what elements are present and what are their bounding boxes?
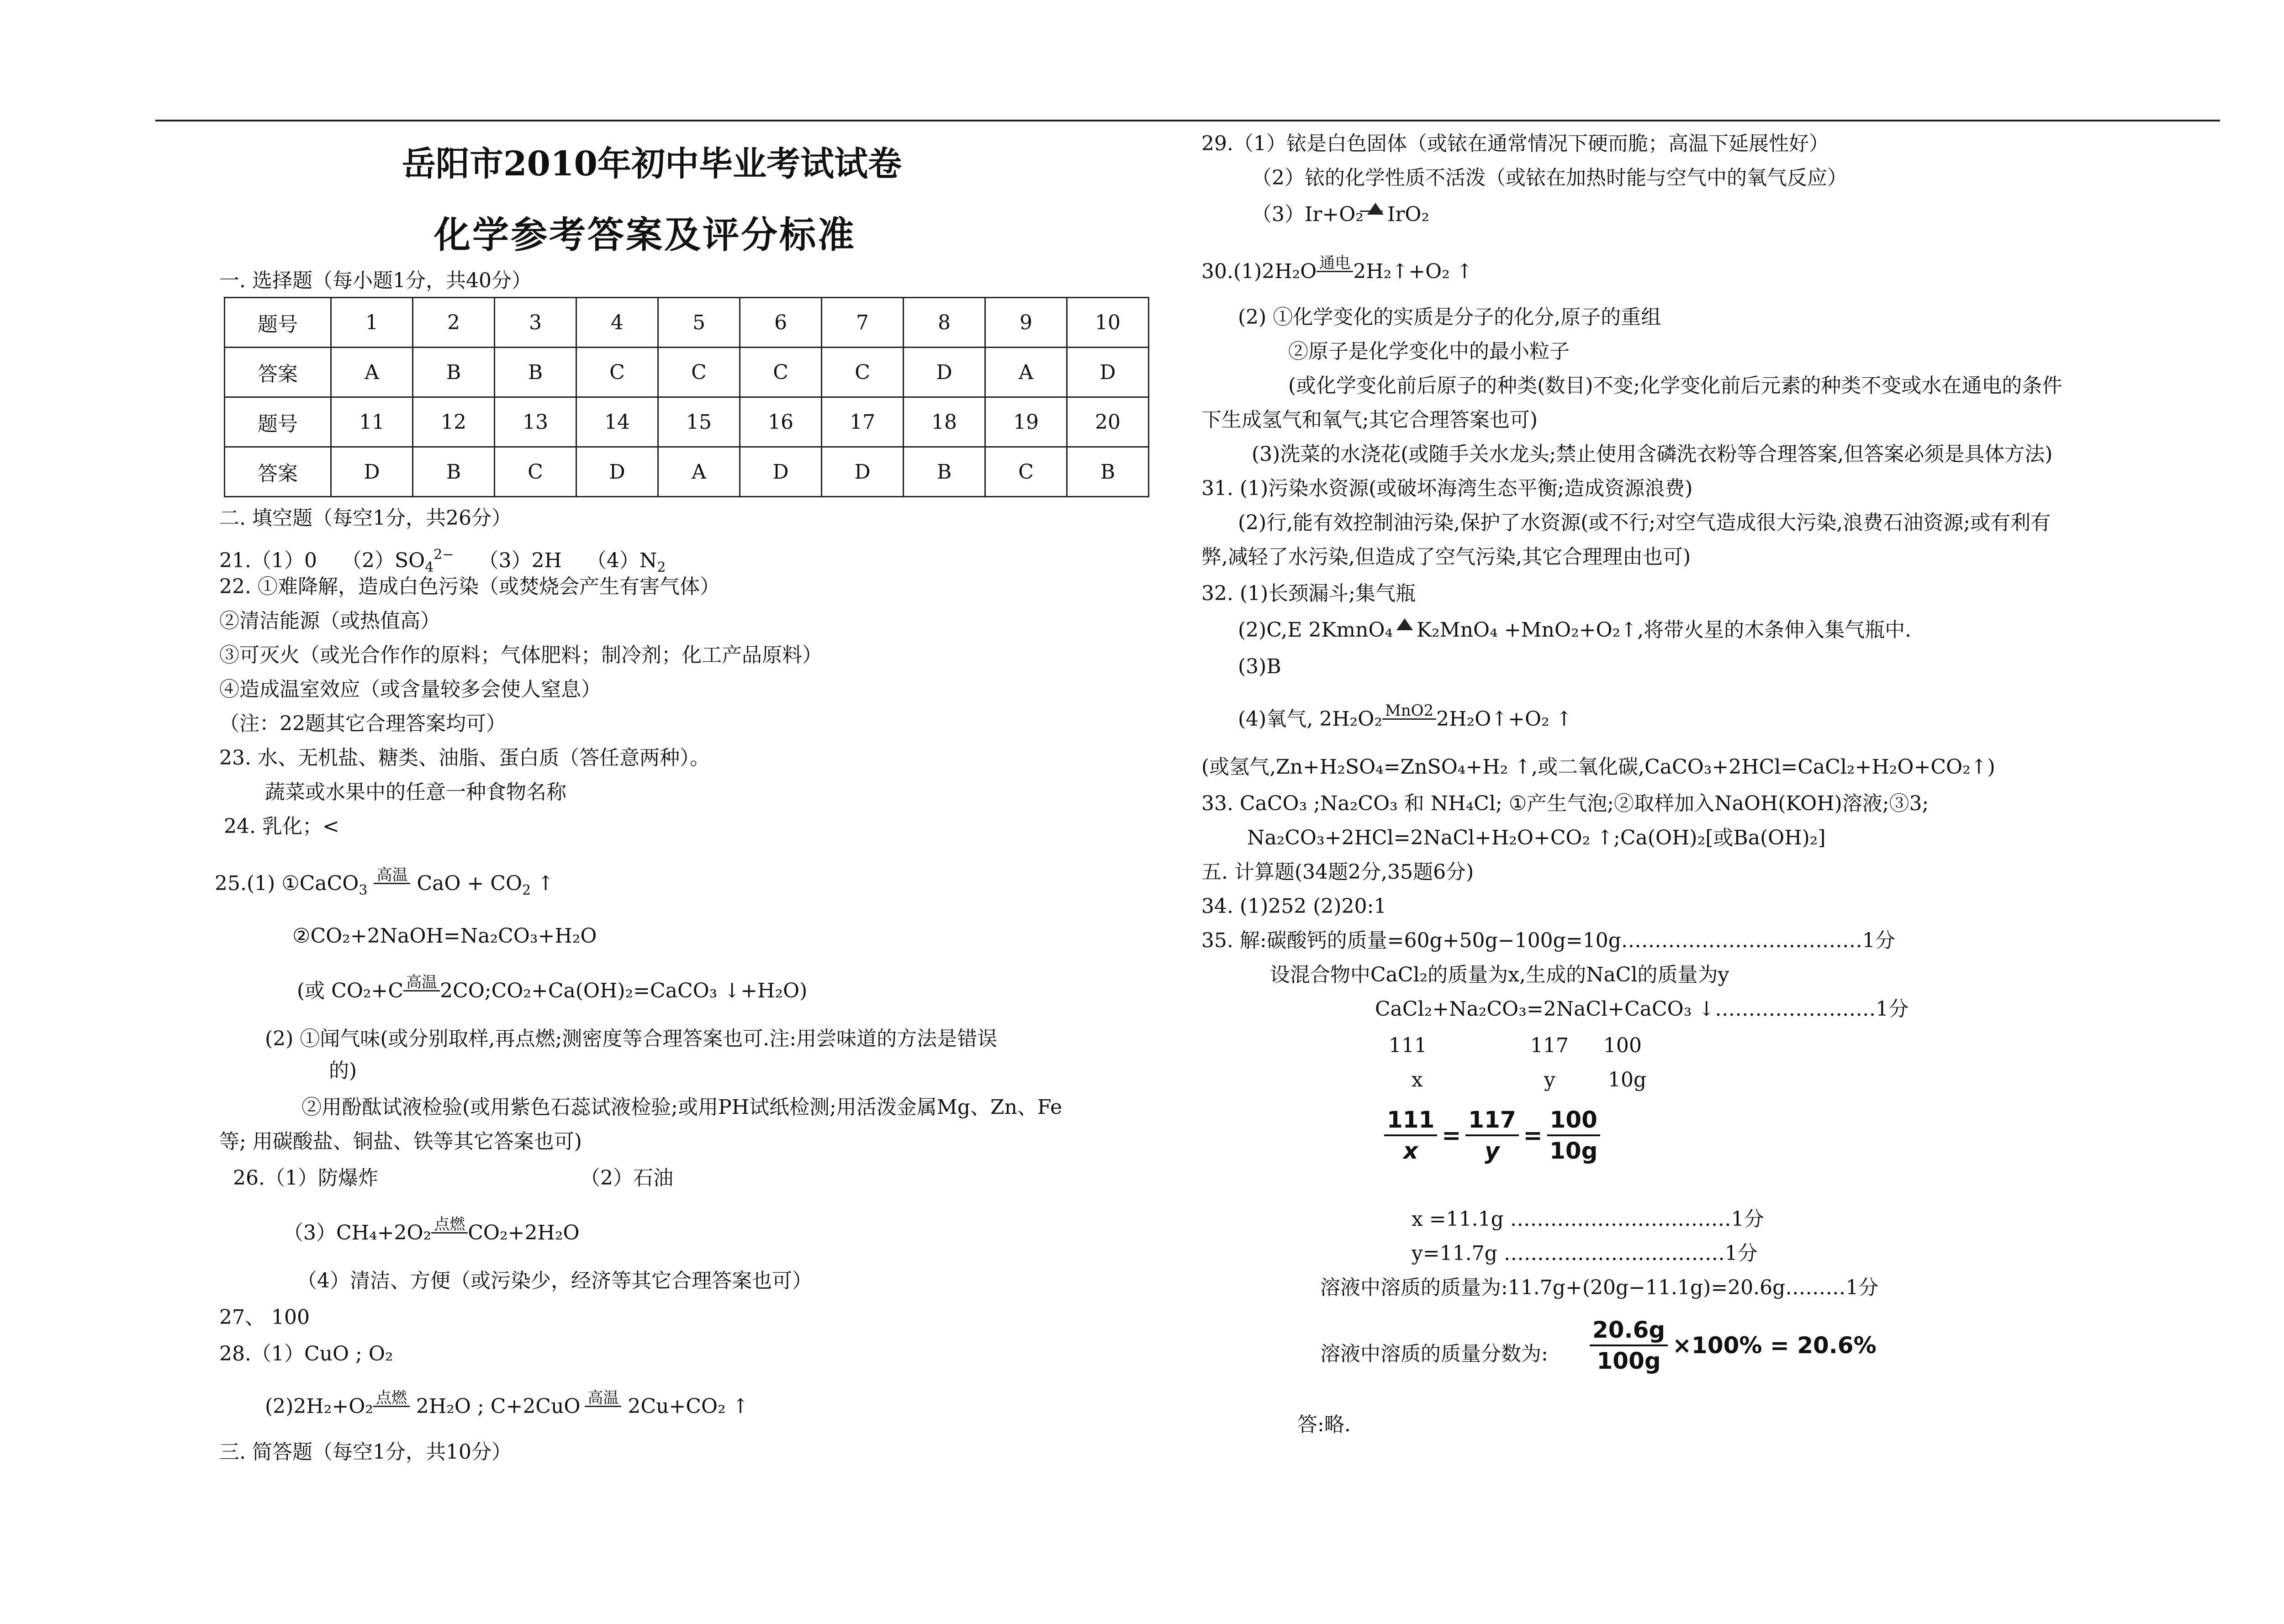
answer-26-c: [283, 1215, 580, 1247]
section-3-heading: 三. 简答题（每空1分，共10分）: [219, 1440, 512, 1464]
molar-mass-111: 111: [1389, 1034, 1427, 1057]
answer-32-c: (3)B: [1238, 655, 1281, 678]
denominator: x: [1403, 1138, 1418, 1164]
table-cell: 答案: [225, 447, 331, 497]
answer-33-line: Na₂CO₃+2HCl=2NaCl+H₂O+CO₂ ↑;Ca(OH)₂[或Ba(OH)₂]: [1247, 826, 1826, 849]
answer-21-a: 21.（1）0: [219, 549, 317, 572]
subscript: 2: [657, 559, 666, 575]
answer-21-d-text: （4）N: [586, 549, 657, 572]
answer-27: 27、 100: [219, 1306, 310, 1329]
formula-part: ↑: [537, 872, 554, 895]
answer-25-line-1: [215, 866, 554, 904]
proportion-equation: [1384, 1105, 1600, 1165]
answer-30-a: [1201, 254, 1473, 285]
var-10g: 10g: [1608, 1068, 1647, 1091]
answer-28-a: 28.（1）CuO ; O₂: [219, 1342, 393, 1366]
table-cell: A: [331, 348, 413, 397]
denominator: 100g: [1597, 1348, 1661, 1374]
numerator: 117: [1465, 1105, 1518, 1136]
table-row: [225, 298, 1149, 348]
section-2-heading: 二. 填空题（每空1分，共26分）: [219, 506, 512, 530]
table-cell: 1: [331, 298, 413, 348]
condition-label: 点燃: [373, 1390, 410, 1407]
answer-35-line-1: 35. 解:碳酸钙的质量=60g+50g−100g=10g………………………………1分: [1201, 929, 1895, 952]
answer-23-line: 蔬菜或水果中的任意一种食物名称: [265, 780, 566, 804]
fraction: [1590, 1315, 1668, 1376]
answer-25-line-2: ②CO₂+2NaOH=Na₂CO₃+H₂O: [292, 924, 597, 948]
answer-35-line-3: CaCl₂+Na₂CO₃=2NaCl+CaCO₃ ↓……………………1分: [1375, 997, 1909, 1021]
table-cell: 16: [740, 397, 822, 447]
table-cell: 5: [658, 298, 740, 348]
table-cell: D: [822, 447, 904, 497]
answer-32-d: [1238, 701, 1573, 733]
answer-21-d: [586, 549, 666, 575]
table-cell: C: [985, 447, 1067, 497]
formula-part: IrO₂: [1387, 203, 1430, 226]
formula-part: 2H₂↑+O₂ ↑: [1353, 260, 1473, 283]
answer-21-c: （3）2H: [478, 549, 562, 572]
answer-30-f: (3)洗菜的水浇花(或随手关水龙头;禁止使用含磷洗衣粉等合理答案,但答案必须是具体方法): [1252, 443, 2053, 466]
answer-29-line: 29.（1）铱是白色固体（或铱在通常情况下硬而脆；高温下延展性好）: [1201, 132, 1829, 155]
table-cell: C: [822, 348, 904, 397]
final-answer: 答:略.: [1297, 1413, 1351, 1436]
answer-33-line: 33. CaCO₃ ;Na₂CO₃ 和 NH₄Cl; ①产生气泡;②取样加入NaOH(KOH)溶液;③3;: [1201, 792, 1929, 815]
table-cell: 13: [495, 397, 576, 447]
answer-21-b: [341, 547, 454, 575]
formula-part: (2)2H₂+O₂: [265, 1395, 373, 1418]
equals-sign: =: [1442, 1122, 1461, 1149]
table-cell: 9: [985, 298, 1067, 348]
answer-25-line-7: 等; 用碳酸盐、铜盐、铁等其它答案也可): [219, 1130, 582, 1153]
formula-part: （3）Ir+O₂: [1252, 203, 1364, 226]
formula-part: (2)C,E 2KmnO₄: [1238, 618, 1393, 642]
table-cell: 11: [331, 397, 413, 447]
mass-fraction-result: ×100% = 20.6%: [1672, 1332, 1877, 1359]
solute-mass: 溶液中溶质的质量为:11.7g+(20g−11.1g)=20.6g………1分: [1320, 1276, 1879, 1299]
numerator: 111: [1384, 1105, 1437, 1136]
table-cell: 6: [740, 298, 822, 348]
table-cell: 2: [413, 298, 495, 348]
formula-part: 2H₂O↑+O₂ ↑: [1436, 707, 1573, 731]
section-5-heading: 五. 计算题(34题2分,35题6分): [1201, 860, 1474, 884]
molar-mass-100: 100: [1603, 1034, 1642, 1057]
result-y: y=11.7g ……………………………1分: [1412, 1242, 1758, 1265]
answer-26-b: （2）石油: [580, 1166, 673, 1190]
answer-25-line-5: 的): [329, 1059, 357, 1082]
table-cell: 8: [904, 298, 985, 348]
superscript: 2−: [434, 547, 454, 563]
answer-35-line-2: 设混合物中CaCl₂的质量为x,生成的NaCl的质量为y: [1270, 963, 1729, 986]
denominator: 10g: [1549, 1138, 1598, 1164]
answer-23-line: 23. 水、无机盐、糖类、油脂、蛋白质（答任意两种）。: [219, 746, 710, 770]
numerator: 100: [1547, 1105, 1600, 1136]
answer-29-line: [1252, 201, 1429, 228]
subscript: 2: [522, 882, 531, 898]
table-cell: 18: [904, 397, 985, 447]
table-cell: B: [904, 447, 985, 497]
answer-26-d: （4）清洁、方便（或污染少，经济等其它合理答案也可）: [297, 1269, 812, 1292]
answer-31-line: (2)行,能有效控制油污染,保护了水资源(或不行;对空气造成很大污染,浪费石油资源;或有利有: [1238, 511, 2051, 534]
answer-30-e: 下生成氢气和氧气;其它合理答案也可): [1201, 408, 1538, 432]
table-cell: A: [985, 348, 1067, 397]
heat-triangle-icon: [1396, 618, 1413, 630]
formula-part: 25.(1) ①CaCO: [215, 872, 359, 895]
table-cell: C: [740, 348, 822, 397]
condition-label: 点燃: [431, 1217, 468, 1234]
answer-30-b: (2) ①化学变化的实质是分子的化分,原子的重组: [1238, 306, 1661, 329]
table-cell: 3: [495, 298, 576, 348]
answer-21-b-text: （2）SO: [341, 549, 425, 572]
table-cell: C: [658, 348, 740, 397]
molar-mass-117: 117: [1530, 1034, 1569, 1057]
table-cell: 答案: [225, 348, 331, 397]
answer-31-line: 31. (1)污染水资源(或破坏海湾生态平衡;造成资源浪费): [1201, 477, 1693, 500]
condition-label: 通电: [1316, 255, 1353, 272]
table-cell: B: [495, 348, 576, 397]
table-row: [225, 348, 1149, 397]
answer-26-a: 26.（1）防爆炸: [233, 1166, 378, 1190]
table-cell: 题号: [225, 298, 331, 348]
answer-31-line: 弊,减轻了水污染,但造成了空气污染,其它合理理由也可): [1201, 545, 1691, 569]
heat-triangle-icon: [1367, 203, 1384, 215]
formula-part: 2Cu+CO₂ ↑: [621, 1395, 749, 1418]
answer-32-b: [1238, 617, 1911, 644]
formula-part: 2H₂O ; C+2CuO: [409, 1395, 581, 1418]
result-x: x =11.1g ……………………………1分: [1412, 1207, 1764, 1231]
fraction: [1384, 1105, 1437, 1165]
formula-part: CO₂+2H₂O: [468, 1221, 580, 1244]
answer-25-line-6: ②用酚酞试液检验(或用紫色石蕊试液检验;或用PH试纸检测;用活泼金属Mg、Zn、Fe: [301, 1096, 1063, 1119]
formula-part: (或 CO₂+C: [297, 979, 404, 1002]
answer-22-note: （注：22题其它合理答案均可）: [219, 712, 506, 735]
mass-fraction-label: 溶液中溶质的质量分数为:: [1320, 1342, 1548, 1366]
table-cell: 15: [658, 397, 740, 447]
table-cell: C: [576, 348, 658, 397]
answer-24: 24. 乳化；<: [224, 815, 339, 838]
page-subtitle: 化学参考答案及评分标准: [434, 213, 856, 256]
var-x: x: [1412, 1068, 1423, 1091]
table-cell: 12: [413, 397, 495, 447]
condition-line: [1360, 211, 1383, 212]
answer-34: 34. (1)252 (2)20:1: [1201, 895, 1387, 918]
formula-part: （3）CH₄+2O₂: [283, 1221, 432, 1244]
answer-22-line: 22. ①难降解，造成白色污染（或焚烧会产生有害气体）: [219, 575, 720, 598]
condition-label: 高温: [585, 1390, 621, 1407]
table-cell: D: [576, 447, 658, 497]
answer-32-a: 32. (1)长颈漏斗;集气瓶: [1201, 582, 1416, 605]
formula-part: 30.(1)2H₂O: [1201, 260, 1317, 283]
table-cell: D: [904, 348, 985, 397]
table-row: [225, 447, 1149, 497]
answer-22-line: ④造成温室效应（或含量较多会使人窒息）: [219, 678, 601, 701]
answer-25-line-4: (2) ①闻气味(或分别取样,再点燃;测密度等合理答案也可.注:用尝味道的方法是错误: [265, 1027, 998, 1050]
table-row: [225, 397, 1149, 447]
answer-22-line: ③可灭火（或光合作作的原料；气体肥料；制冷剂；化工产品原料）: [219, 643, 822, 667]
table-cell: A: [658, 447, 740, 497]
table-cell: 20: [1067, 397, 1149, 447]
formula-part: 2CO;CO₂+Ca(OH)₂=CaCO₃ ↓+H₂O): [440, 979, 808, 1002]
formula-part: (4)氧气, 2H₂O₂: [1238, 707, 1383, 731]
answer-25-line-3: [297, 973, 808, 1005]
numerator: 20.6g: [1590, 1315, 1668, 1346]
table-cell: 19: [985, 397, 1067, 447]
answer-32-e: (或氢气,Zn+H₂SO₄=ZnSO₄+H₂ ↑,或二氧化碳,CaCO₃+2HCl=CaCl₂+H₂O+CO₂↑): [1201, 755, 1995, 779]
table-cell: B: [413, 447, 495, 497]
table-cell: 17: [822, 397, 904, 447]
table-cell: D: [331, 447, 413, 497]
top-rule: [155, 120, 2220, 121]
table-cell: B: [413, 348, 495, 397]
subscript: 3: [359, 882, 368, 898]
table-cell: C: [495, 447, 576, 497]
answer-29-line: （2）铱的化学性质不活泼（或铱在加热时能与空气中的氧气反应）: [1252, 166, 1847, 190]
section-1-heading: 一. 选择题（每小题1分，共40分）: [219, 269, 532, 292]
answer-22-line: ②清洁能源（或热值高）: [219, 609, 440, 633]
table-cell: 10: [1067, 298, 1149, 348]
denominator: y: [1485, 1138, 1500, 1164]
table-cell: 4: [576, 298, 658, 348]
subscript: 4: [425, 559, 434, 575]
table-cell: 7: [822, 298, 904, 348]
condition-label: 高温: [374, 867, 410, 884]
table-cell: D: [1067, 348, 1149, 397]
answer-28-b: [265, 1389, 749, 1420]
table-cell: B: [1067, 447, 1149, 497]
page-title: 岳阳市2010年初中毕业考试试卷: [402, 144, 902, 184]
table-cell: 题号: [225, 397, 331, 447]
formula-part: CaO + CO: [417, 872, 523, 895]
answer-30-c: ②原子是化学变化中的最小粒子: [1288, 340, 1570, 363]
equals-sign: =: [1523, 1122, 1543, 1149]
condition-label: MnO2: [1382, 703, 1436, 720]
fraction: [1547, 1105, 1600, 1165]
var-y: y: [1544, 1068, 1555, 1091]
answer-30-d: (或化学变化前后原子的种类(数目)不变;化学变化前后元素的种类不变或水在通电的条件: [1288, 374, 2062, 397]
formula-part: K₂MnO₄ +MnO₂+O₂↑,将带火星的木条伸入集气瓶中.: [1417, 618, 1912, 642]
condition-label: 高温: [403, 975, 440, 991]
answer-table: [224, 297, 1149, 497]
mass-fraction-equation: [1590, 1315, 1881, 1376]
table-cell: 14: [576, 397, 658, 447]
fraction: [1465, 1105, 1518, 1165]
table-cell: D: [740, 447, 822, 497]
